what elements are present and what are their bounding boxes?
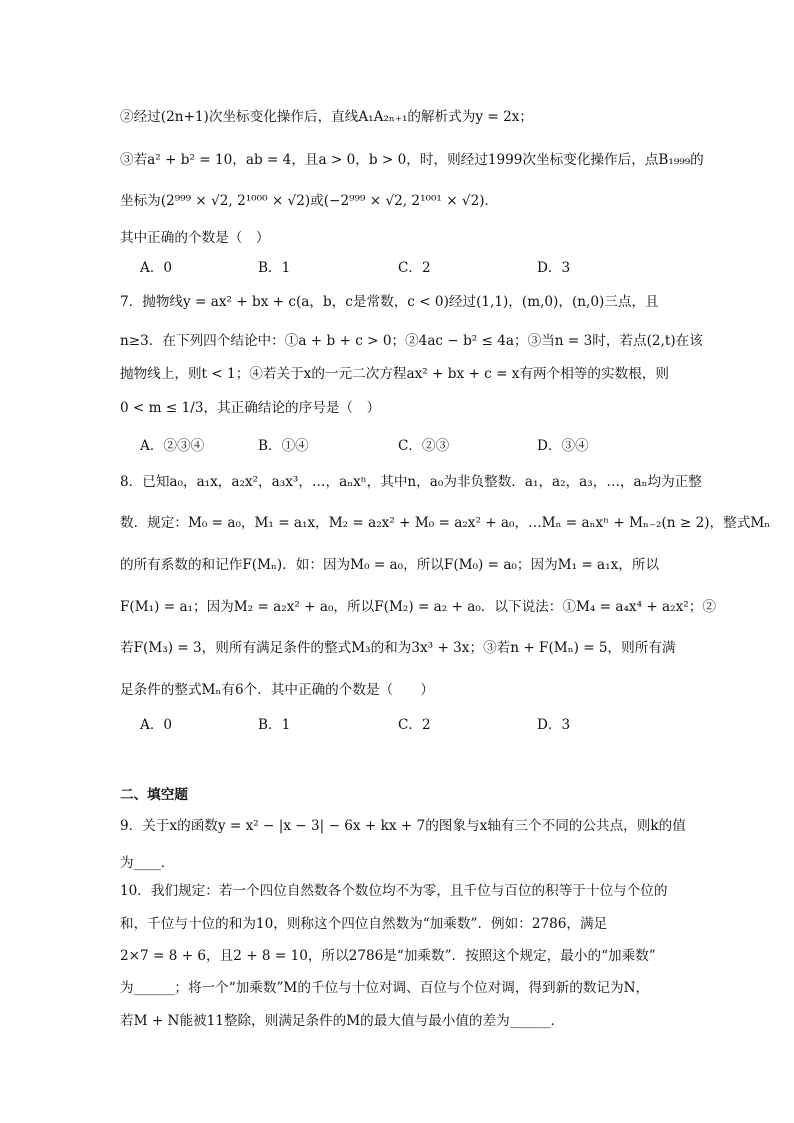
q6-option-c[interactable]: C．2 [398, 260, 431, 276]
q7-line-4: 0 < m ≤ 1/3，其正确结论的序号是（ ） [120, 400, 381, 416]
q9-line-2: 为____． [120, 855, 175, 871]
q10-line-2: 和，千位与十位的和为10，则称这个四位自然数为“加乘数”．例如：2786，满足 [120, 916, 608, 932]
q8-line-1: 8．已知a₀，a₁x，a₂x²，a₃x³，…，aₙxⁿ，其中n，a₀为非负整数．a₁，a₂，a₃，…，aₙ均为正整 [120, 474, 702, 490]
q6-statement-2: ②经过(2n+1)次坐标变化操作后，直线A₁A₂ₙ₊₁的解析式为y = 2x； [120, 109, 533, 125]
q7-line-3: 抛物线上，则t < 1；④若关于x的一元二次方程ax² + bx + c = x有两个相等的实数根，则 [120, 366, 669, 382]
q8-line-5: 若F(M₃) = 3，则所有满足条件的整式M₃的和为3x³ + 3x；③若n + F(Mₙ) = 5，则所有满 [120, 640, 676, 656]
q8-line-2: 数．规定：M₀ = a₀，M₁ = a₁x，M₂ = a₂x² + M₀ = a₂x² + a₀，…Mₙ = aₙxⁿ + Mₙ₋₂(n ≥ 2)，整式Mₙ [120, 515, 771, 531]
q8-line-6: 足条件的整式Mₙ有6个．其中正确的个数是（ ） [120, 682, 434, 698]
q8-option-c[interactable]: C．2 [398, 717, 431, 733]
q8-option-b[interactable]: B．1 [258, 717, 291, 733]
q8-option-a[interactable]: A．0 [140, 717, 173, 733]
q6-option-d[interactable]: D．3 [537, 260, 571, 276]
q7-option-b[interactable]: B．①④ [258, 438, 309, 454]
q6-prompt: 其中正确的个数是（ ） [120, 230, 270, 246]
q6-option-b[interactable]: B．1 [258, 260, 291, 276]
q9-line-1: 9．关于x的函数y = x² − |x − 3| − 6x + kx + 7的图象与x轴有三个不同的公共点，则k的值 [120, 818, 686, 834]
q7-option-c[interactable]: C．②③ [398, 438, 450, 454]
q10-line-4: 为______；将一个“加乘数”M的千位与十位对调、百位与个位对调，得到新的数记为N， [120, 980, 650, 996]
q8-option-d[interactable]: D．3 [537, 717, 571, 733]
q8-line-4: F(M₁) = a₁；因为M₂ = a₂x² + a₀，所以F(M₂) = a₂ + a₀．以下说法：①M₄ = a₄x⁴ + a₂x²；② [120, 599, 716, 615]
q7-option-a[interactable]: A．②③④ [140, 438, 205, 454]
q7-option-d[interactable]: D．③④ [537, 438, 589, 454]
q6-option-a[interactable]: A．0 [140, 260, 173, 276]
q7-line-2: n≥3．在下列四个结论中：①a + b + c > 0；②4ac − b² ≤ 4a；③当n = 3时，若点(2,t)在该 [120, 333, 703, 349]
q10-line-5: 若M + N能被11整除，则满足条件的M的最大值与最小值的差为______． [120, 1013, 565, 1029]
section-heading-fill-in: 二、填空题 [120, 787, 188, 803]
q7-line-1: 7．抛物线y = ax² + bx + c(a，b，c是常数，c < 0)经过(1,1)，(m,0)，(n,0)三点，且 [120, 294, 659, 310]
q6-statement-3-line-1: ③若a² + b² = 10，ab = 4，且a > 0，b > 0，时，则经过1999次坐标变化操作后，点B₁₉₉₉的 [120, 152, 704, 168]
q6-statement-3-line-2: 坐标为(2⁹⁹⁹ × √2, 2¹⁰⁰⁰ × √2)或(−2⁹⁹⁹ × √2, 2¹⁰⁰¹ × √2)． [120, 193, 499, 209]
q10-line-3: 2×7 = 8 + 6，且2 + 8 = 10，所以2786是“加乘数”．按照这个规定，最小的“加乘数” [120, 948, 656, 964]
q8-line-3: 的所有系数的和记作F(Mₙ)．如：因为M₀ = a₀，所以F(M₀) = a₀；因为M₁ = a₁x，所以 [120, 557, 660, 573]
q10-line-1: 10．我们规定：若一个四位自然数各个数位均不为零，且千位与百位的积等于十位与个位的 [120, 883, 668, 899]
